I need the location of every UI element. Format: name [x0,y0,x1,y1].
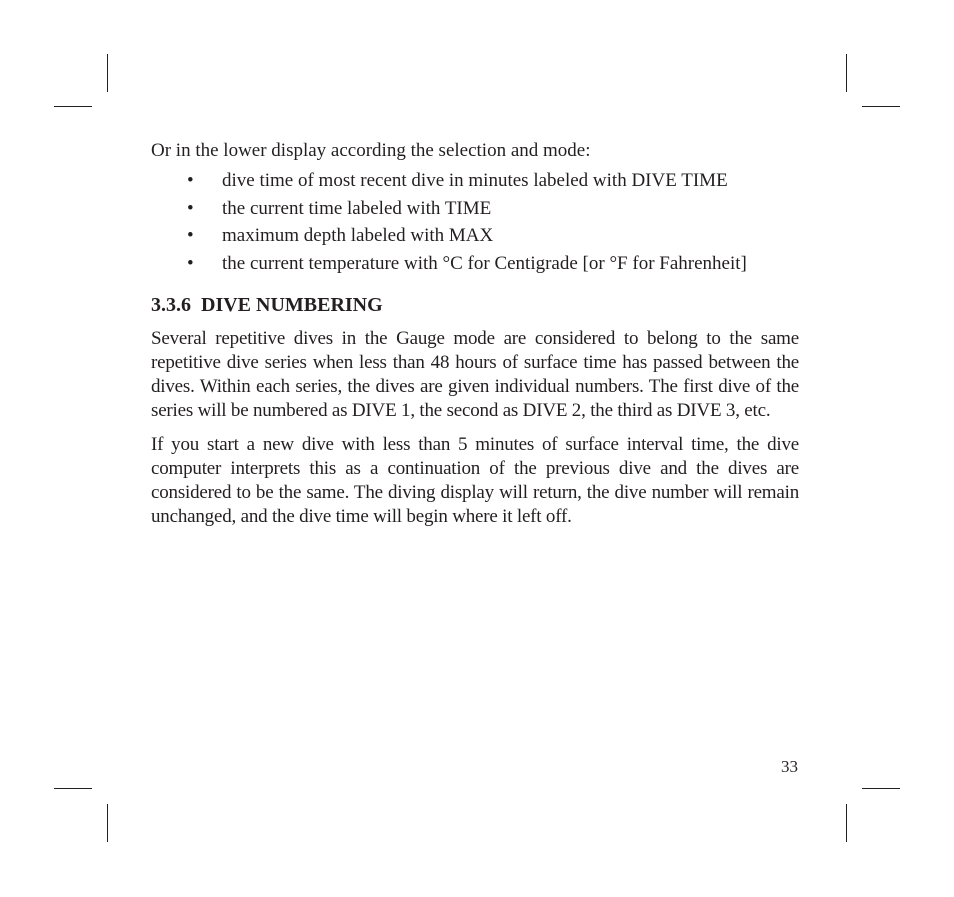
bullet-text: dive time of most recent dive in minutes labeled with DIVE TIME [222,170,728,191]
bullet-text: the current temperature with °C for Centigrade [or °F for Fahrenheit] [222,252,747,274]
bullet-item [151,169,799,193]
crop-mark-top-left-horizontal [54,106,92,107]
crop-mark-bottom-left-vertical [107,804,108,842]
bullet-marker: • [187,170,194,191]
bullet-item [151,252,799,276]
page-content [151,139,799,539]
page-number: 33 [781,757,798,776]
paragraph: Several repetitive dives in the Gauge mode are considered to belong to the same repetitive dive series when less than 48 hours of surface time has passed between the dives. Within each series, the dives are given individual numbers. The first dive of the series will be numbered as DIVE 1, the second as DIVE 2, the third as DIVE 3, etc. [151,327,799,421]
section-heading [151,293,799,317]
crop-mark-bottom-right-horizontal [862,788,900,789]
intro-text: Or in the lower display according the selection and mode: [151,140,591,161]
section-number: 3.3.6 [151,293,191,316]
crop-mark-bottom-right-vertical [846,804,847,842]
bullet-text: maximum depth labeled with MAX [222,225,494,246]
bullet-list [151,169,799,276]
bullet-marker: • [187,225,194,246]
section-title: DIVE NUMBERING [201,293,383,316]
crop-mark-top-right-vertical [846,54,847,92]
crop-mark-bottom-left-horizontal [54,788,92,789]
paragraph: If you start a new dive with less than 5 minutes of surface interval time, the dive computer interprets this as a continuation of the previous dive and the dives are considered to be the same. The diving display will return, the dive number will remain unchanged, and the dive time will begin where it left off. [151,433,799,527]
bullet-text: the current time labeled with TIME [222,197,492,219]
bullet-marker: • [187,197,194,219]
bullet-marker: • [187,252,194,274]
bullet-item [151,197,799,221]
bullet-item [151,224,799,248]
crop-mark-top-right-horizontal [862,106,900,107]
crop-mark-top-left-vertical [107,54,108,92]
